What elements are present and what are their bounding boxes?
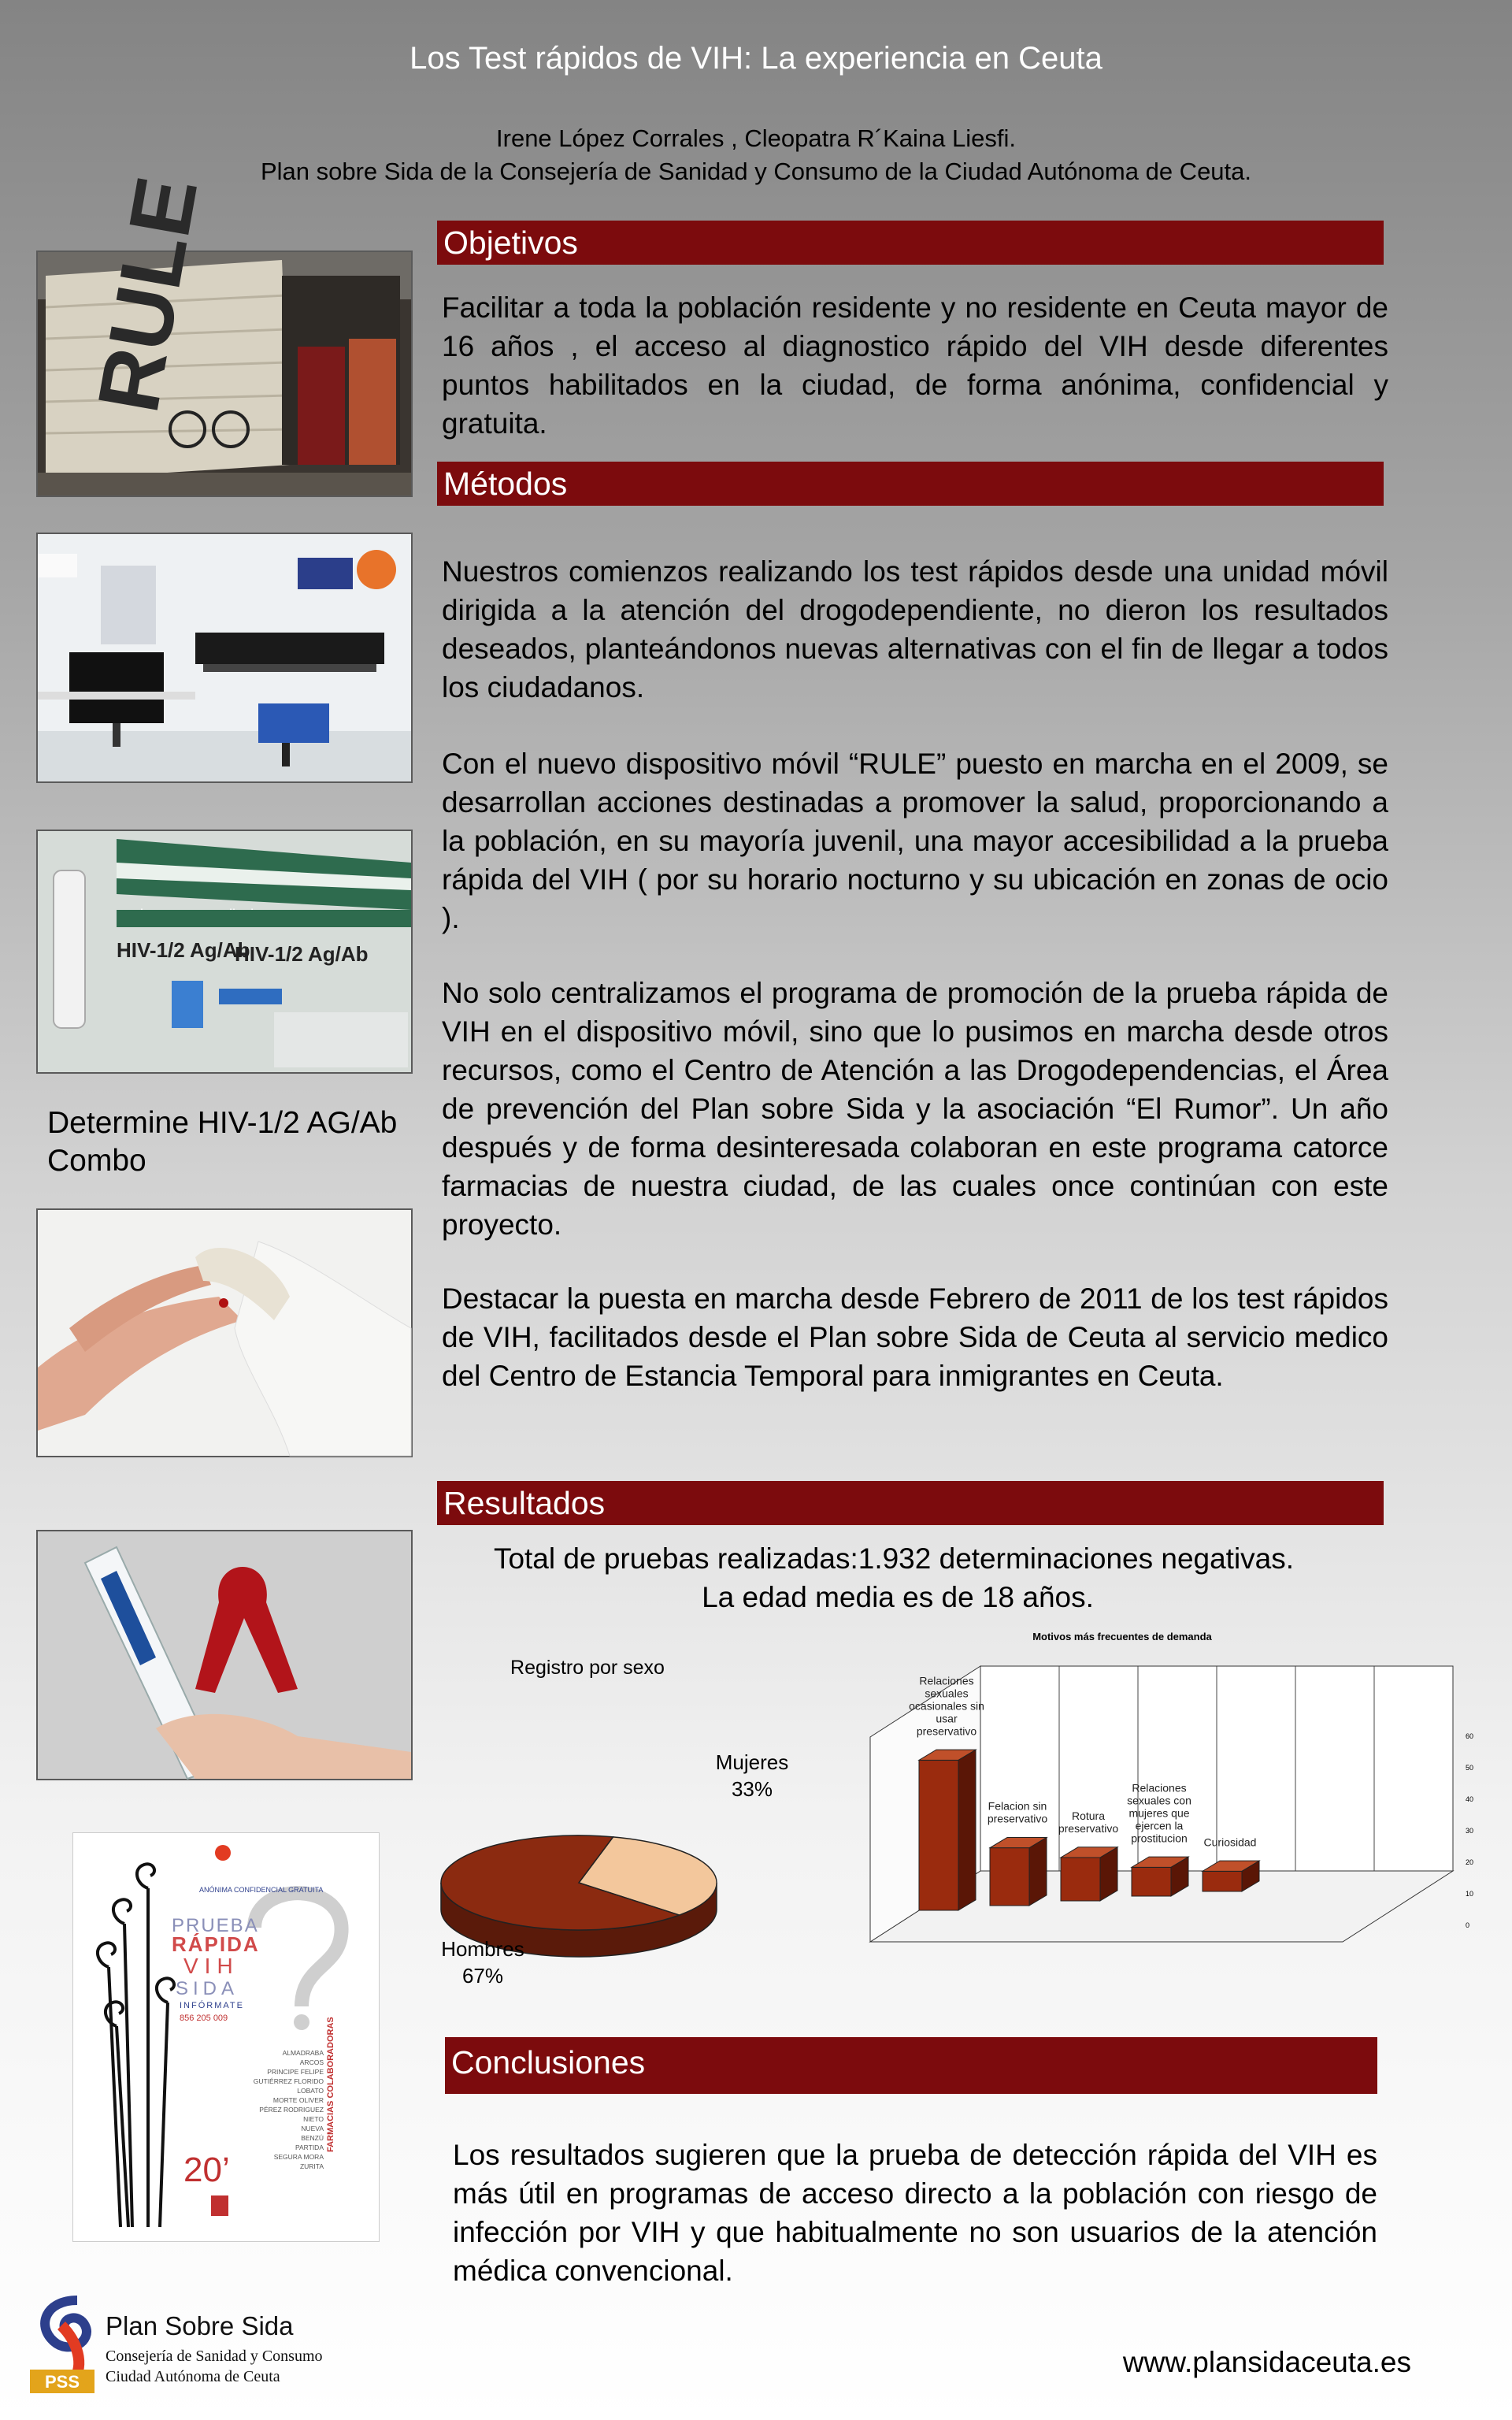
leaflet-pharmacy-10: BENZÚ (301, 2134, 324, 2142)
pie-title: Registro por sexo (510, 1657, 665, 1679)
bar-chart-title: Motivos más frecuentes de demanda (1032, 1631, 1212, 1642)
finger-prick-photo (36, 1208, 413, 1457)
test-kit-photo (36, 830, 413, 1074)
resultados-edad: La edad media es de 18 años. (702, 1581, 1094, 1613)
bar-chart-svg (854, 1623, 1474, 1993)
leaflet-rapida: RÁPIDA (172, 1932, 260, 1956)
bar-4-label: Relaciones sexuales con mujeres que ejercen la prostitucion (1127, 1781, 1191, 1845)
mobile-unit-photo (36, 169, 413, 497)
test-strip-label-2: HIV-1/2 Ag/Ab (235, 942, 369, 966)
website-link[interactable]: www.plansidaceuta.es (1122, 2346, 1411, 2378)
rule-lettering: RULE (80, 169, 217, 420)
objetivos-heading: Objetivos (437, 221, 1384, 265)
bar-chart-ytick: 10 (1466, 1890, 1474, 1898)
leaflet-minutes: 20’ (183, 2151, 230, 2189)
bar-1-side (958, 1750, 976, 1910)
bar-chart-ytick: 20 (1466, 1858, 1474, 1866)
metodos-paragraph-2: Con el nuevo dispositivo móvil “RULE” puesto en marcha en el 2009, se desarrollan acciones destinadas a promover la salud, proporcionando a la población, en su mayoría juvenil, una mayor accesibilidad a la prueba rápida del VIH ( por su horario nocturno y su ubicación en zonas de ocio ). (442, 748, 1388, 934)
logo-title: Plan Sobre Sida (106, 2311, 294, 2340)
metodos-paragraph-1: Nuestros comienzos realizando los test rápidos desde una unidad móvil dirigida a la atención del drogodependiente, no dieron los resultados deseados, planteándonos nuevas alternativas con el fin de llegar a todos los ciudadanos. (442, 555, 1388, 703)
logo-abbr: PSS (44, 2372, 80, 2392)
leaflet-vih: VIH (183, 1954, 239, 1978)
test-strip-photo (36, 1530, 413, 1780)
leaflet-pharmacy-3: PRINCIPE FELIPE (267, 2068, 324, 2076)
bar-chart-ytick: 30 (1466, 1827, 1474, 1835)
metodos-paragraph-4: Destacar la puesta en marcha desde Febrero de 2011 de los test rápidos de VIH, facilitados desde el Plan sobre Sida de Ceuta al servicio medico del Centro de Estancia Temporal para inmigrantes en Ceuta. (442, 1282, 1388, 1392)
pie-chart (425, 1646, 866, 2001)
leaflet-sida: SIDA (176, 1978, 239, 1999)
leaflet-pharmacy-9: NUEVA (301, 2125, 324, 2132)
leaflet-pharmacy-11: PARTIDA (295, 2143, 324, 2151)
bar-3-label: Rotura preservativo (1058, 1809, 1119, 1835)
institution: Plan sobre Sida de la Consejería de Sanidad y Consumo de la Ciudad Autónoma de Ceuta. (260, 158, 1252, 185)
bar-5-label: Curiosidad (1203, 1835, 1257, 1849)
test-strip-illustration (38, 1531, 411, 1779)
bar-1 (919, 1760, 958, 1910)
leaflet-pharmacy-2: ARCOS (299, 2058, 324, 2066)
pie-label-hombres: Hombres (441, 1937, 524, 1961)
poster-title: Los Test rápidos de VIH: La experiencia en Ceuta (410, 41, 1102, 76)
finger-prick-illustration (38, 1210, 411, 1456)
resultados-heading: Resultados (437, 1481, 1384, 1525)
leaflet-pharmacy-8: NIETO (303, 2115, 324, 2123)
leaflet-heading-small: ANÓNIMA CONFIDENCIAL GRATUITA (199, 1886, 324, 1894)
authors: Irene López Corrales , Cleopatra R´Kaina Liesfi. (496, 124, 1016, 152)
logo-line-2: Ciudad Autónoma de Ceuta (106, 2368, 280, 2385)
bar-4 (1132, 1867, 1171, 1896)
bar-2 (990, 1848, 1029, 1906)
pie-value-mujeres: 33% (731, 1777, 773, 1801)
pie-value-hombres: 67% (461, 1964, 504, 1988)
bar-5 (1203, 1871, 1242, 1891)
test-kit-caption: Determine HIV-1/2 AG/Ab Combo (47, 1106, 398, 1178)
conclusiones-text: Los resultados sugieren que la prueba de detección rápida del VIH es más útil en programas de acceso directo a la población con riesgo de infección por VIH y que habitualmente no son usuarios de la atención médica convencional. (453, 2139, 1377, 2287)
bar-chart-ytick: 40 (1466, 1795, 1474, 1803)
leaflet-pharmacy-12: SEGURA MORA (273, 2153, 324, 2161)
leaflet-pharmacy-7: PÉREZ RODRIGUEZ (259, 2106, 324, 2114)
objetivos-text: Facilitar a toda la población residente y no residente en Ceuta mayor de 16 años , el acceso al diagnostico rápido del VIH desde diferentes puntos habilitados en la ciudad, de forma anónima, confidencial y gratuita. (442, 291, 1388, 440)
consultation-room-illustration (38, 534, 411, 781)
plan-sobre-sida-logo (30, 2294, 361, 2396)
leaflet-side-label: FARMACIAS COLABORADORAS (326, 2017, 335, 2152)
leaflet-pharmacy-13: ZURITA (299, 2162, 324, 2170)
leaflet-informate: INFÓRMATE (180, 2001, 244, 2010)
leaflet-pharmacy-list (254, 2049, 324, 2170)
test-kit-illustration (38, 831, 411, 1072)
consultation-room-photo (36, 533, 413, 783)
bar-2-side (1029, 1837, 1047, 1906)
pharmacy-leaflet (72, 1832, 380, 2242)
pie-label-mujeres: Mujeres (715, 1750, 789, 1774)
bar-chart (854, 1623, 1474, 1993)
leaflet-pharmacy-5: LOBATO (297, 2087, 324, 2095)
leaflet-phone: 856 205 009 (180, 2014, 228, 2023)
conclusiones-heading: Conclusiones (445, 2037, 1377, 2094)
leaflet-pharmacy-1: ALMADRABA (282, 2049, 324, 2057)
bar-1-label: Relaciones sexuales ocasionales sin usar preservativo (909, 1674, 984, 1738)
test-strip-label-1: HIV-1/2 Ag/Ab (117, 938, 250, 962)
metodos-paragraph-3: No solo centralizamos el programa de promoción de la prueba rápida de VIH en el dispositivo móvil, sino que lo pusimos en marcha desde otros recursos, como el Centro de Atención a las Drogodependencias, el Área de prevención del Plan sobre Sida y la asociación “El Rumor”. Un año después y de forma desinteresada colaboran en este programa catorce farmacias de nuestra ciudad, de las cuales once continúan con este proyecto. (442, 977, 1388, 1241)
mobile-unit-illustration (38, 169, 411, 496)
logo-mark-icon (30, 2294, 109, 2396)
leaflet-prueba: PRUEBA (172, 1915, 259, 1936)
leaflet-pharmacy-6: MORTE OLIVER (272, 2096, 324, 2104)
leaflet-pharmacy-4: GUTIÉRREZ FLORIDO (253, 2077, 324, 2085)
bar-2-label: Felacion sin preservativo (987, 1799, 1048, 1825)
bar-chart-ytick: 50 (1466, 1764, 1474, 1772)
pie-chart-svg (425, 1646, 866, 2001)
bar-chart-ytick: 0 (1466, 1921, 1470, 1929)
bar-chart-ytick: 60 (1466, 1732, 1474, 1740)
bar-3 (1061, 1858, 1100, 1901)
logo-line-1: Consejería de Sanidad y Consumo (106, 2348, 323, 2365)
leaflet-swirls (73, 1833, 379, 2241)
metodos-heading: Métodos (437, 462, 1384, 506)
resultados-total: Total de pruebas realizadas:1.932 determinaciones negativas. (493, 1542, 1295, 1575)
